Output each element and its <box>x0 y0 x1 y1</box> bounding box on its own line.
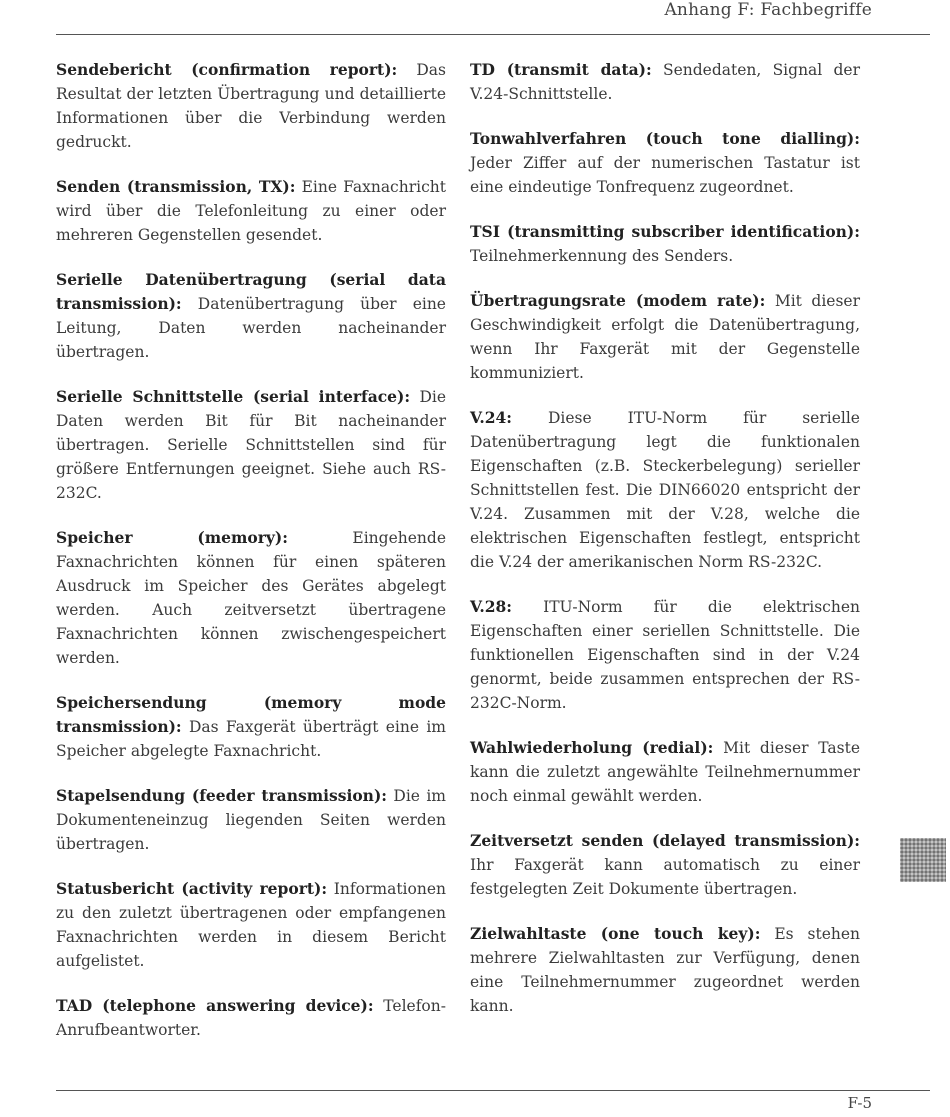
glossary-entry-speichersendung <box>56 691 446 763</box>
glossary-definition: Informationen zu den zuletzt übertragenen oder empfangenen Faxnachrichten werden in diesem Bericht aufgelistet. <box>56 880 446 970</box>
glossary-definition: Ihr Faxgerät kann automatisch zu einer festgelegten Zeit Dokumente übertragen. <box>470 856 860 898</box>
glossary-entry-tad <box>56 994 446 1042</box>
glossary-entry-v24 <box>470 406 860 574</box>
glossary-definition: Diese ITU-Norm für serielle Datenübertragung legt die funktionalen Eigenschaften (z.B. Steckerbelegung) serieller Schnittstellen fest. Die DIN66020 entspricht der V.24. Zusammen mit der V.28, welche die elektrischen Eigenschaften festlegt, entspricht die V.24 der amerikanischen Norm RS-232C. <box>470 409 860 571</box>
glossary-definition: Datenübertragung über eine Leitung, Daten werden nacheinander übertragen. <box>56 295 446 361</box>
glossary-entry-sendebericht <box>56 58 446 154</box>
glossary-entry-wahlwiederholung <box>470 736 860 808</box>
glossary-term: Speichersendung (memory mode transmission): <box>56 693 446 736</box>
glossary-entry-tonwahlverfahren <box>470 127 860 199</box>
glossary-entry-zielwahltaste <box>470 922 860 1018</box>
glossary-term: V.24: <box>470 408 513 427</box>
glossary-entry-v28 <box>470 595 860 715</box>
glossary-definition: Teilnehmerkennung des Senders. <box>470 247 734 265</box>
glossary-term: Übertragungsrate (modem rate): <box>470 291 766 310</box>
glossary-term: TSI (transmitting subscriber identification): <box>470 222 860 241</box>
glossary-entry-uebertragungsrate <box>470 289 860 385</box>
glossary-term: Statusbericht (activity report): <box>56 879 328 898</box>
glossary-term: Zielwahltaste (one touch key): <box>470 924 761 943</box>
glossary-definition: Mit dieser Geschwindigkeit erfolgt die Datenübertragung, wenn Ihr Faxgerät mit der Gegenstelle kommuniziert. <box>470 292 860 382</box>
glossary-entry-stapelsendung <box>56 784 446 856</box>
glossary-term: TAD (telephone answering device): <box>56 996 374 1015</box>
chapter-thumb-tab <box>900 838 946 882</box>
footer-rule <box>56 1090 930 1091</box>
glossary-entry-zeitversetzt-senden <box>470 829 860 901</box>
glossary-term: Speicher (memory): <box>56 528 288 547</box>
glossary-definition: Das Faxgerät überträgt eine im Speicher abgelegte Faxnachricht. <box>56 718 446 760</box>
glossary-entry-senden <box>56 175 446 247</box>
glossary-term: Senden (transmission, TX): <box>56 177 296 196</box>
glossary-term: Serielle Schnittstelle (serial interface): <box>56 387 411 406</box>
glossary-term: Stapelsendung (feeder transmission): <box>56 786 388 805</box>
glossary-entry-td <box>470 58 860 106</box>
glossary-definition: Die im Dokumenteneinzug liegenden Seiten werden übertragen. <box>56 787 446 853</box>
glossary-definition: Es stehen mehrere Zielwahltasten zur Verfügung, denen eine Teilnehmernummer zugeordnet werden kann. <box>470 925 861 1015</box>
running-head: Anhang F: Fachbegriffe <box>664 0 872 20</box>
glossary-definition: Das Resultat der letzten Übertragung und detaillierte Informationen über die Verbindung werden gedruckt. <box>56 61 446 151</box>
glossary-term: Tonwahlverfahren (touch tone dialling): <box>470 129 860 148</box>
glossary-definition: Eingehende Faxnachrichten können für einen späteren Ausdruck im Speicher des Gerätes abgelegt werden. Auch zeitversetzt übertragene Faxnachrichten können zwischengespeichert werden. <box>56 529 446 667</box>
glossary-entry-tsi <box>470 220 860 268</box>
glossary-term: Sendebericht (confirmation report): <box>56 60 398 79</box>
glossary-term: V.28: <box>470 597 513 616</box>
glossary-definition: ITU-Norm für die elektrischen Eigenschaften einer seriellen Schnittstelle. Die funktionellen Eigenschaften sind in der V.24 genormt, beide zusammen entsprechen der RS-232C-Norm. <box>470 598 860 712</box>
glossary-definition: Telefon-Anrufbeantworter. <box>56 997 446 1039</box>
glossary-term: TD (transmit data): <box>470 60 652 79</box>
glossary-entry-statusbericht <box>56 877 446 973</box>
glossary-definition: Sendedaten, Signal der V.24-Schnittstelle. <box>470 61 861 103</box>
glossary-term: Serielle Datenübertragung (serial data transmission): <box>56 270 446 313</box>
glossary-definition: Eine Faxnachricht wird über die Telefonleitung zu einer oder mehreren Gegenstellen gesendet. <box>56 178 446 244</box>
glossary-definition: Die Daten werden Bit für Bit nacheinander übertragen. Serielle Schnittstellen sind für größere Entfernungen geeignet. Siehe auch RS-232C. <box>56 388 446 502</box>
right-column <box>470 58 860 1018</box>
header-rule <box>56 34 930 35</box>
page-number: F-5 <box>847 1094 872 1112</box>
glossary-entry-speicher <box>56 526 446 670</box>
glossary-term: Zeitversetzt senden (delayed transmission): <box>470 831 860 850</box>
glossary-entry-serielle-datenuebertragung <box>56 268 446 364</box>
glossary-definition: Jeder Ziffer auf der numerischen Tastatur ist eine eindeutige Tonfrequenz zugeordnet. <box>470 154 860 196</box>
glossary-definition: Mit dieser Taste kann die zuletzt angewählte Teilnehmernummer noch einmal gewählt werden. <box>470 739 860 805</box>
left-column <box>56 58 446 1042</box>
glossary-entry-serielle-schnittstelle <box>56 385 446 505</box>
glossary-term: Wahlwiederholung (redial): <box>470 738 714 757</box>
